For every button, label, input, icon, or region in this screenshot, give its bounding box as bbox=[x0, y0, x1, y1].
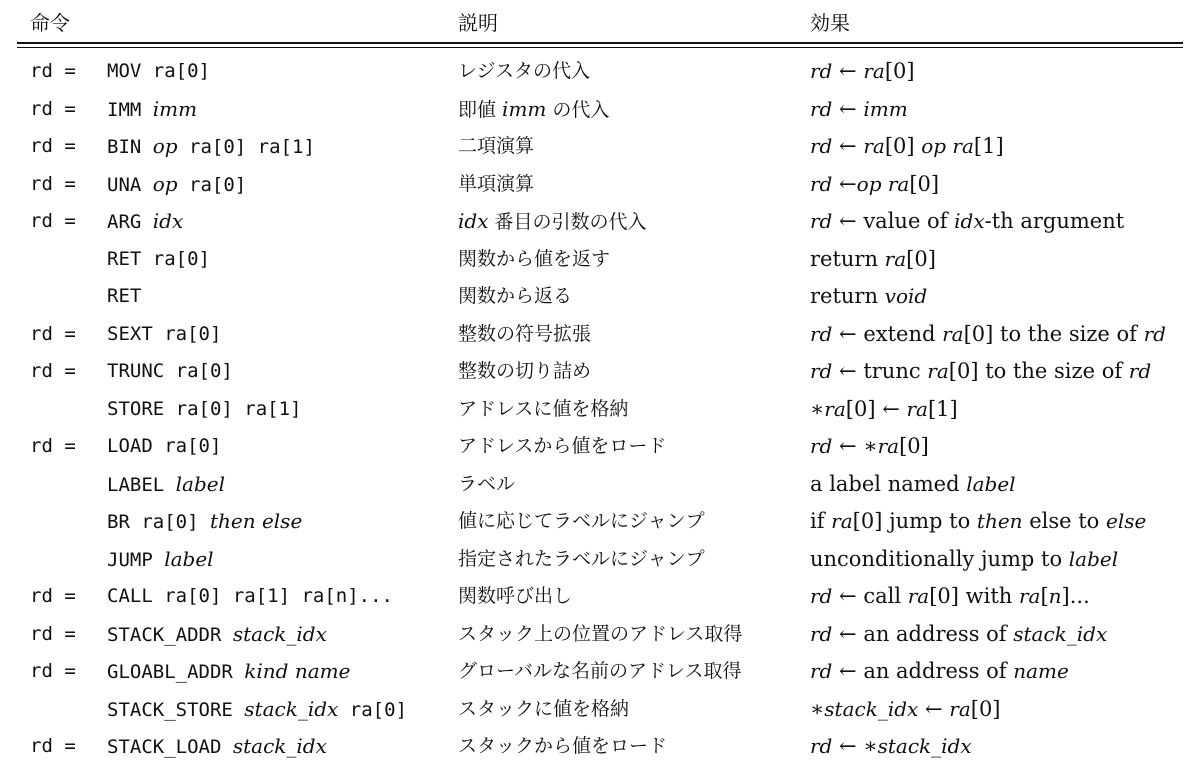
table-row bbox=[0, 90, 1200, 128]
instruction-cell-part: BIN bbox=[107, 136, 153, 158]
instruction-cell-part: TRUNC ra[0] bbox=[107, 360, 233, 382]
effect-cell bbox=[810, 96, 908, 122]
instruction-cell-part: ra[0] bbox=[177, 173, 247, 196]
table-row bbox=[0, 652, 1200, 690]
effect-cell bbox=[810, 733, 972, 759]
instruction-cell-part: UNA bbox=[107, 173, 153, 196]
instruction-cell bbox=[107, 321, 221, 348]
effect-cell bbox=[810, 583, 1090, 609]
instruction-cell-part: GLOABL_ADDR bbox=[107, 661, 245, 683]
effect-cell-part: ← ∗ bbox=[832, 734, 878, 758]
effect-cell-part: ← value of bbox=[832, 209, 955, 233]
effect-cell bbox=[810, 58, 915, 84]
instruction-cell-part: op bbox=[152, 134, 178, 158]
instruction-cell-part: ra[0] ra[1] bbox=[177, 136, 315, 158]
instruction-cell-part: ARG bbox=[107, 211, 153, 233]
description-cell-part: スタックから値をロード bbox=[458, 735, 668, 757]
effect-cell-part: else bbox=[1106, 509, 1147, 533]
table-row bbox=[0, 127, 1200, 165]
instruction-cell-part: STACK_STORE bbox=[107, 698, 245, 721]
description-cell bbox=[458, 433, 666, 459]
dest-register: rd = bbox=[30, 172, 76, 195]
effect-cell-part: ∗ bbox=[810, 396, 825, 421]
effect-cell-part: unconditionally jump to bbox=[810, 546, 1069, 571]
description-cell bbox=[458, 508, 705, 534]
dest-register: rd = bbox=[30, 622, 76, 645]
dest-register: rd = bbox=[30, 97, 76, 120]
effect-cell-part: [0] bbox=[906, 246, 936, 271]
instruction-cell-part: kind name bbox=[244, 659, 351, 683]
dest-register: rd = bbox=[30, 360, 76, 382]
header-effect: 効果 bbox=[810, 11, 850, 35]
effect-cell-part: ra bbox=[831, 509, 853, 533]
effect-cell-part: rd bbox=[810, 434, 833, 458]
effect-cell-part: ← bbox=[832, 134, 864, 158]
description-cell bbox=[458, 396, 628, 422]
effect-cell-part: rd bbox=[810, 96, 833, 121]
dest-register: rd = bbox=[30, 660, 76, 682]
effect-cell bbox=[810, 621, 1107, 647]
description-cell-part: 関数呼び出し bbox=[458, 585, 573, 607]
effect-cell bbox=[810, 208, 1124, 234]
instruction-cell bbox=[107, 658, 350, 686]
effect-cell-part: ra bbox=[907, 584, 930, 608]
effect-cell-part: [0] ← bbox=[845, 396, 907, 421]
effect-cell-part: ra bbox=[1018, 584, 1041, 608]
effect-cell-part: rd bbox=[810, 59, 833, 83]
description-cell bbox=[458, 733, 667, 759]
instruction-cell-part: stack_idx bbox=[232, 734, 327, 758]
description-cell-part: 単項演算 bbox=[458, 172, 535, 195]
instruction-cell-part: STACK_ADDR bbox=[107, 623, 233, 646]
description-cell bbox=[458, 58, 590, 84]
effect-cell-part: ← bbox=[832, 59, 864, 83]
table-row bbox=[0, 465, 1200, 503]
instruction-cell bbox=[107, 471, 225, 499]
effect-cell-part: ra bbox=[884, 246, 907, 271]
effect-cell-part: imm bbox=[863, 96, 908, 121]
effect-cell bbox=[810, 471, 1016, 497]
instruction-cell-part: label bbox=[175, 471, 225, 496]
effect-cell-part: else to bbox=[1022, 509, 1107, 533]
instruction-cell bbox=[107, 508, 302, 536]
instruction-cell-part: label bbox=[164, 546, 214, 571]
description-cell-part: 番目の引数の代入 bbox=[488, 211, 647, 233]
instruction-cell bbox=[107, 208, 183, 236]
effect-cell-part: rd bbox=[810, 321, 833, 346]
effect-cell-part: [0] with bbox=[929, 584, 1019, 608]
effect-cell-part: name bbox=[1013, 659, 1069, 683]
table-row bbox=[0, 577, 1200, 615]
instruction-cell-part: ra[0] bbox=[338, 698, 407, 721]
effect-cell-part: stack_idx bbox=[824, 696, 919, 721]
description-cell-part: グローバルな名前のアドレス取得 bbox=[458, 660, 742, 682]
effect-cell-part: void bbox=[884, 284, 928, 308]
effect-cell-part: a label named bbox=[810, 471, 967, 496]
instruction-cell bbox=[107, 96, 197, 124]
effect-cell-part: rd bbox=[810, 584, 833, 608]
effect-cell-part: ]... bbox=[1061, 584, 1090, 608]
effect-cell-part: ra bbox=[927, 359, 949, 383]
description-cell-part: 値に応じてラベルにジャンプ bbox=[458, 510, 705, 532]
header-rule-top bbox=[17, 42, 1183, 44]
effect-cell-part: rd bbox=[810, 659, 833, 683]
instruction-cell bbox=[107, 696, 407, 724]
instruction-cell-part: idx bbox=[152, 209, 184, 233]
effect-cell-part: rd bbox=[810, 621, 833, 646]
table-row bbox=[0, 540, 1200, 578]
dest-register: rd = bbox=[30, 322, 76, 345]
instruction-cell-part: BR ra[0] bbox=[107, 511, 210, 533]
effect-cell bbox=[810, 433, 929, 459]
description-cell-part: スタックに値を格納 bbox=[458, 697, 630, 720]
effect-cell-part: [1] bbox=[973, 134, 1004, 158]
description-cell-part: imm bbox=[502, 96, 547, 121]
effect-cell-part: stack_idx bbox=[1013, 621, 1108, 646]
effect-cell-part: [0] bbox=[884, 134, 922, 158]
instruction-cell-part: STACK_LOAD bbox=[107, 736, 233, 758]
instruction-cell bbox=[107, 583, 393, 610]
effect-cell bbox=[810, 321, 1166, 347]
effect-cell-part: ← bbox=[832, 96, 864, 121]
description-cell-part: ラベル bbox=[458, 472, 516, 495]
instruction-cell bbox=[107, 246, 210, 273]
effect-cell-part: [0] bbox=[970, 696, 1001, 721]
effect-cell-part: ← call bbox=[832, 584, 908, 608]
effect-cell bbox=[810, 658, 1069, 684]
description-cell bbox=[458, 696, 629, 722]
dest-register: rd = bbox=[30, 735, 76, 757]
instruction-cell-part: JUMP bbox=[107, 548, 165, 571]
table-row bbox=[0, 390, 1200, 428]
instruction-cell bbox=[107, 171, 246, 199]
description-cell-part: 即値 bbox=[458, 98, 503, 121]
effect-cell-part: rd bbox=[810, 134, 833, 158]
description-cell bbox=[458, 471, 515, 497]
effect-cell bbox=[810, 246, 936, 272]
description-cell-part: の代入 bbox=[546, 98, 610, 121]
effect-cell-part: ra bbox=[824, 396, 846, 421]
effect-cell-part: return bbox=[810, 246, 885, 271]
effect-cell-part: rd bbox=[810, 209, 833, 233]
header-description: 説明 bbox=[458, 11, 498, 35]
instruction-cell bbox=[107, 283, 141, 310]
description-cell bbox=[458, 621, 742, 647]
table-row bbox=[0, 427, 1200, 465]
description-cell bbox=[458, 583, 572, 609]
instruction-cell-part: stack_idx bbox=[232, 621, 327, 646]
effect-cell-part: rd bbox=[810, 359, 833, 383]
dest-register: rd = bbox=[30, 210, 76, 232]
description-cell-part: 関数から返る bbox=[458, 285, 573, 307]
table-row bbox=[0, 615, 1200, 653]
effect-cell bbox=[810, 696, 1001, 722]
effect-cell-part: ra bbox=[877, 434, 900, 458]
instruction-cell-part: RET bbox=[107, 285, 142, 307]
table-row bbox=[0, 202, 1200, 240]
effect-cell-part: rd bbox=[810, 171, 833, 196]
instruction-cell-part: SEXT ra[0] bbox=[107, 322, 222, 345]
effect-cell-part: [1] bbox=[927, 396, 958, 421]
description-cell bbox=[458, 208, 647, 235]
instruction-cell-part: CALL ra[0] ra[1] ra[n]... bbox=[107, 585, 393, 607]
table-row bbox=[0, 315, 1200, 353]
dest-register: rd = bbox=[30, 435, 76, 457]
effect-cell-part: ra bbox=[863, 59, 885, 83]
dest-register: rd = bbox=[30, 585, 76, 607]
instruction-cell bbox=[107, 133, 315, 161]
effect-cell-part: [0] bbox=[909, 171, 940, 196]
effect-cell-part: ∗ bbox=[810, 696, 825, 721]
effect-cell bbox=[810, 508, 1146, 534]
effect-cell bbox=[810, 546, 1118, 572]
table-row bbox=[0, 277, 1200, 315]
table-body bbox=[0, 52, 1200, 765]
effect-cell-part: ra bbox=[949, 696, 971, 721]
dest-register: rd = bbox=[30, 60, 76, 82]
effect-cell-part: [0] bbox=[884, 59, 915, 83]
effect-cell-part: op ra bbox=[856, 171, 910, 196]
effect-cell bbox=[810, 171, 939, 197]
effect-cell-part: ra bbox=[942, 321, 964, 346]
table-row bbox=[0, 165, 1200, 203]
effect-cell-part: [0] bbox=[899, 434, 929, 458]
description-cell-part: 整数の符号拡張 bbox=[458, 322, 592, 345]
description-cell bbox=[458, 283, 572, 309]
table-row bbox=[0, 690, 1200, 728]
effect-cell-part: [0] to the size of bbox=[963, 321, 1144, 346]
instruction-cell-part: imm bbox=[152, 96, 198, 121]
effect-cell bbox=[810, 133, 1004, 159]
description-cell-part: 二項演算 bbox=[458, 135, 535, 157]
instruction-cell-part: op bbox=[152, 171, 178, 196]
effect-cell-part: ← an address of bbox=[832, 621, 1014, 646]
table-row bbox=[0, 240, 1200, 278]
header-instruction: 命令 bbox=[30, 11, 70, 35]
effect-cell-part: [0] jump to bbox=[852, 509, 977, 533]
description-cell bbox=[458, 658, 741, 684]
table-row bbox=[0, 502, 1200, 540]
effect-cell bbox=[810, 358, 1151, 384]
instruction-cell-part: LOAD ra[0] bbox=[107, 435, 222, 457]
description-cell bbox=[458, 171, 534, 197]
effect-cell-part: ← extend bbox=[832, 321, 943, 346]
description-cell-part: レジスタの代入 bbox=[458, 60, 590, 82]
effect-cell-part: ra bbox=[863, 134, 885, 158]
description-cell-part: スタック上の位置のアドレス取得 bbox=[458, 622, 743, 645]
effect-cell-part: ← bbox=[918, 696, 950, 721]
effect-cell-part: then bbox=[976, 509, 1023, 533]
effect-cell-part: label bbox=[1068, 546, 1119, 571]
effect-cell bbox=[810, 396, 958, 422]
effect-cell-part: n bbox=[1048, 584, 1062, 608]
description-cell bbox=[458, 133, 534, 159]
effect-cell-part: label bbox=[966, 471, 1016, 496]
description-cell bbox=[458, 96, 609, 123]
table-row bbox=[0, 352, 1200, 390]
description-cell-part: 関数から値を返す bbox=[458, 247, 611, 270]
instruction-cell bbox=[107, 358, 233, 385]
description-cell bbox=[458, 546, 705, 572]
instruction-cell-part: STORE ra[0] ra[1] bbox=[107, 397, 302, 420]
effect-cell-part: rd bbox=[810, 734, 833, 758]
instruction-cell bbox=[107, 396, 301, 423]
effect-cell-part: [ bbox=[1040, 584, 1049, 608]
description-cell-part: 整数の切り詰め bbox=[458, 360, 592, 382]
effect-cell-part: ← an address of bbox=[832, 659, 1014, 683]
description-cell-part: アドレスに値を格納 bbox=[458, 397, 629, 420]
description-cell-part: 指定されたラベルにジャンプ bbox=[458, 547, 705, 570]
effect-cell-part: stack_idx bbox=[877, 734, 972, 758]
instruction-cell-part: MOV ra[0] bbox=[107, 60, 210, 82]
table-row bbox=[0, 727, 1200, 765]
description-cell-part: アドレスから値をロード bbox=[458, 435, 667, 457]
dest-register: rd = bbox=[30, 135, 76, 157]
description-cell-part: idx bbox=[458, 209, 489, 233]
effect-cell-part: op ra bbox=[921, 134, 974, 158]
table-row bbox=[0, 52, 1200, 90]
description-cell bbox=[458, 358, 591, 384]
effect-cell bbox=[810, 283, 927, 309]
instruction-cell-part: then else bbox=[209, 509, 303, 533]
instruction-cell bbox=[107, 433, 221, 460]
effect-cell-part: rd bbox=[1128, 359, 1152, 383]
effect-cell-part: return bbox=[810, 284, 885, 308]
instruction-cell bbox=[107, 733, 327, 761]
description-cell bbox=[458, 246, 610, 272]
effect-cell-part: idx bbox=[954, 209, 985, 233]
effect-cell-part: ← trunc bbox=[832, 359, 928, 383]
instruction-cell bbox=[107, 621, 327, 649]
instruction-cell bbox=[107, 58, 210, 85]
table-header bbox=[0, 0, 1200, 40]
effect-cell-part: ← ∗ bbox=[832, 434, 878, 458]
instruction-cell-part: LABEL bbox=[107, 473, 176, 496]
effect-cell-part: -th argument bbox=[984, 209, 1125, 233]
effect-cell-part: ra bbox=[906, 396, 928, 421]
effect-cell-part: [0] to the size of bbox=[948, 359, 1129, 383]
effect-cell-part: ← bbox=[832, 171, 857, 196]
description-cell bbox=[458, 321, 591, 347]
instruction-cell bbox=[107, 546, 214, 574]
instruction-cell-part: stack_idx bbox=[244, 696, 339, 721]
header-rule-bottom bbox=[17, 47, 1183, 48]
effect-cell-part: rd bbox=[1143, 321, 1166, 346]
instruction-cell-part: IMM bbox=[107, 98, 153, 121]
effect-cell-part: if bbox=[810, 509, 832, 533]
instruction-cell-part: RET ra[0] bbox=[107, 247, 210, 270]
